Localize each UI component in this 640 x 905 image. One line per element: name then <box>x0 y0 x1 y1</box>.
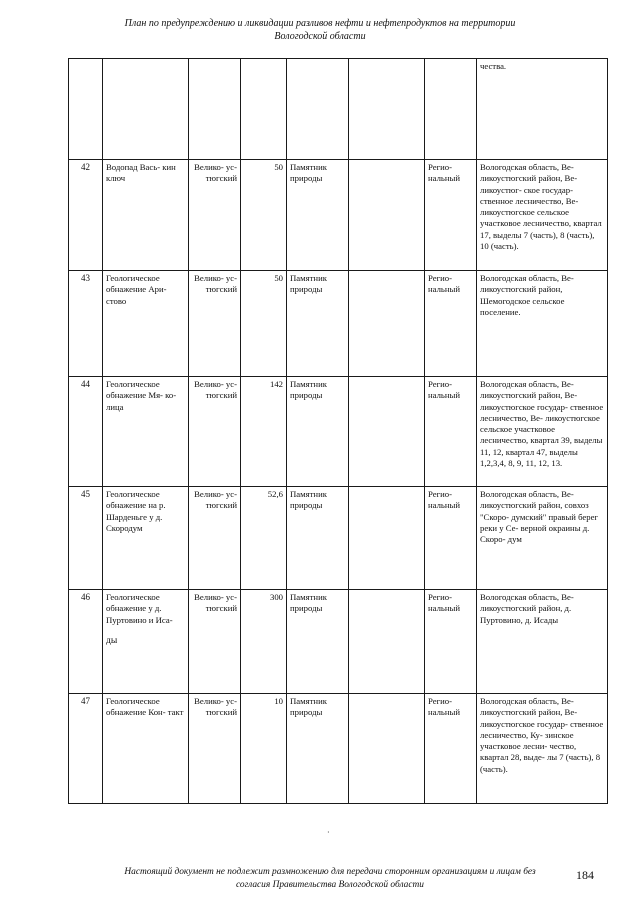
area-cell: 50 <box>241 160 287 271</box>
cell <box>287 59 349 160</box>
district-cell: Велико- ус- тюгский <box>189 160 241 271</box>
table-row-continuation <box>69 59 608 160</box>
area-cell: 10 <box>241 694 287 804</box>
location-cell: Вологодская область, Ве- ликоустюгский район, совхоз "Скоро- думский" правый берег реки у Се- верной окраины д. Скоро- дум <box>477 487 608 590</box>
significance-cell: Регио- нальный <box>425 487 477 590</box>
object-name-cell: Геологическое обнажение Мя- ко- лица <box>103 377 189 487</box>
protected-zone-cell <box>349 271 425 377</box>
significance-cell: Регио- нальный <box>425 160 477 271</box>
cell <box>241 59 287 160</box>
protected-zone-cell <box>349 377 425 487</box>
district-cell: Велико- ус- тюгский <box>189 377 241 487</box>
cell <box>103 59 189 160</box>
district-cell: Велико- ус- тюгский <box>189 694 241 804</box>
document-footer <box>70 866 590 892</box>
object-name-text: Геологическое обнажение у д. Пуртовино и Иса- <box>106 592 173 625</box>
location-cell: Вологодская область, Ве- ликоустюгский район, Ве- ликоустюгское государ- ственное лесничество, Ку- зинское участковое лесни- чество, квартал 28, выде- лы 7 (часть), 8 (часть). <box>477 694 608 804</box>
protected-zone-cell <box>349 487 425 590</box>
district-cell: Велико- ус- тюгский <box>189 590 241 694</box>
cell <box>349 59 425 160</box>
location-cell: Вологодская область, Ве- ликоустюгский район, Шемогодское сельское поселение. <box>477 271 608 377</box>
location-cell: чества. <box>477 59 608 160</box>
table-row <box>69 160 608 271</box>
significance-cell: Регио- нальный <box>425 377 477 487</box>
area-cell: 300 <box>241 590 287 694</box>
category-cell: Памятник природы <box>287 694 349 804</box>
row-number: 45 <box>69 487 103 590</box>
row-number: 44 <box>69 377 103 487</box>
area-cell: 142 <box>241 377 287 487</box>
location-cell: Вологодская область, Ве- ликоустюгский район, Ве- ликоустюгское государ- ственное лесничество, Ве- ликоустюгское сельское участковое лесничество, квартал 39, выделы 11, 12, квартал 47, выделы 1,2,3,4, 8, 9, 11, 12, 13. <box>477 377 608 487</box>
object-name-cell <box>103 590 189 694</box>
page-number: 184 <box>576 868 594 882</box>
row-number: 47 <box>69 694 103 804</box>
table-row <box>69 590 608 694</box>
table-row <box>69 487 608 590</box>
row-number: 42 <box>69 160 103 271</box>
cell <box>425 59 477 160</box>
category-cell: Памятник природы <box>287 377 349 487</box>
category-cell: Памятник природы <box>287 487 349 590</box>
district-cell: Велико- ус- тюгский <box>189 271 241 377</box>
table-row <box>69 377 608 487</box>
footer-line-1: Настоящий документ не подлежит размножению для передачи сторонним организациям и лицам без <box>124 867 536 877</box>
significance-cell: Регио- нальный <box>425 694 477 804</box>
location-cell: Вологодская область, Ве- ликоустюгский район, Ве- ликоустюг- ское государ- ственное лесничество, Ве- ликоустюгское сельское участковое лесничество, квартал 17, выделы 7 (часть), 8 (часть), 10 (часть). <box>477 160 608 271</box>
object-name-cell: Геологическое обнажение Кон- такт <box>103 694 189 804</box>
header-line-2: Вологодской области <box>274 31 366 42</box>
header-line-1: План по предупреждению и ликвидации разливов нефти и нефтепродуктов на территории <box>124 18 516 29</box>
table-row <box>69 271 608 377</box>
protected-areas-table <box>68 58 608 804</box>
object-name-cell: Водопад Вась- кин ключ <box>103 160 189 271</box>
protected-zone-cell <box>349 160 425 271</box>
area-cell: 52,6 <box>241 487 287 590</box>
protected-zone-cell <box>349 694 425 804</box>
object-name-continuation: ды <box>106 635 118 646</box>
significance-cell: Регио- нальный <box>425 271 477 377</box>
table-row <box>69 694 608 804</box>
object-name-cell: Геологическое обнажение Ари- стово <box>103 271 189 377</box>
significance-cell: Регио- нальный <box>425 590 477 694</box>
category-cell: Памятник природы <box>287 590 349 694</box>
area-cell: 50 <box>241 271 287 377</box>
category-cell: Памятник природы <box>287 271 349 377</box>
row-number: 46 <box>69 590 103 694</box>
row-number: 43 <box>69 271 103 377</box>
footer-line-2: согласия Правительства Вологодской области <box>235 880 424 890</box>
object-name-cell: Геологическое обнажение на р. Шарденьге у д. Скородум <box>103 487 189 590</box>
category-cell: Памятник природы <box>287 160 349 271</box>
cell <box>69 59 103 160</box>
protected-zone-cell <box>349 590 425 694</box>
stray-mark: · <box>327 828 330 837</box>
location-cell: Вологодская область, Ве- ликоустюгский район, д. Пуртовино, д. Исады <box>477 590 608 694</box>
district-cell: Велико- ус- тюгский <box>189 487 241 590</box>
cell <box>189 59 241 160</box>
document-header <box>0 17 640 43</box>
